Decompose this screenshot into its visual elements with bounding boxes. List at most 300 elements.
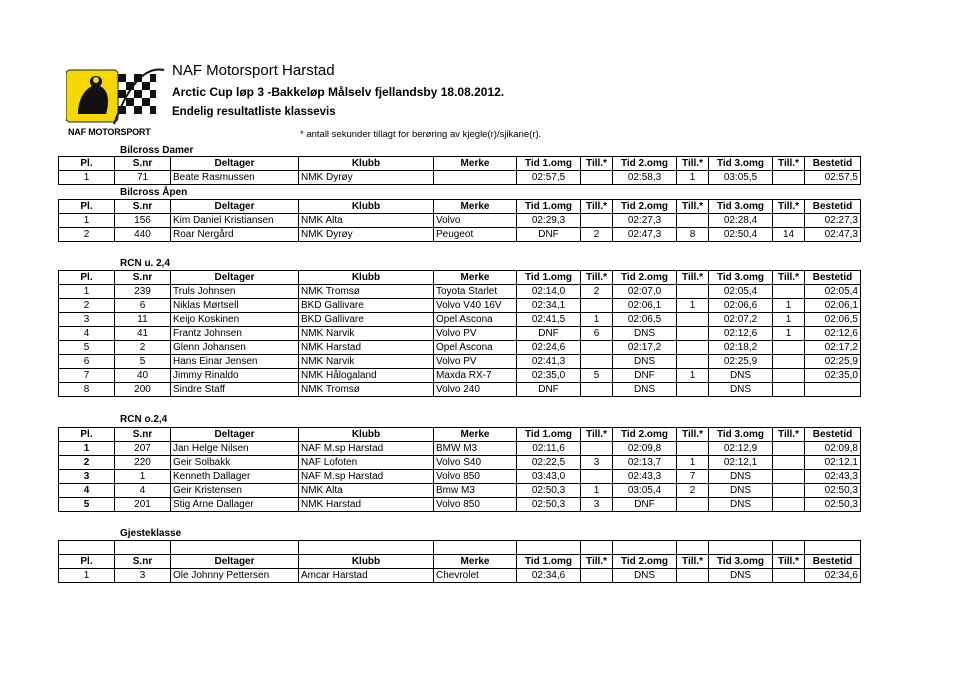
table-cell: NMK Narvik [299, 355, 434, 369]
table-cell: 02:50,3 [517, 498, 581, 512]
table-cell: NAF M.sp Harstad [299, 442, 434, 456]
column-header: S.nr [115, 428, 171, 442]
column-header: S.nr [115, 271, 171, 285]
column-header: Bestetid [805, 200, 861, 214]
table-cell: NMK Tromsø [299, 285, 434, 299]
column-header: Bestetid [805, 428, 861, 442]
table-cell: Roar Nergård [171, 228, 299, 242]
table-cell: 02:27,3 [805, 214, 861, 228]
column-header: Till.* [773, 157, 805, 171]
table-cell: 2 [59, 228, 115, 242]
table-row [59, 171, 861, 185]
column-header: Merke [434, 157, 517, 171]
column-header: Deltager [171, 555, 299, 569]
table-cell [773, 285, 805, 299]
table-cell: 11 [115, 313, 171, 327]
table-cell: 1 [115, 470, 171, 484]
blank-cell [581, 541, 613, 555]
table-cell: Stig Arne Dallager [171, 498, 299, 512]
column-header: Pl. [59, 271, 115, 285]
table-cell: 02:18,2 [709, 341, 773, 355]
column-header: Till.* [677, 271, 709, 285]
blank-row [59, 541, 861, 555]
table-row [59, 228, 861, 242]
table-cell: Bmw M3 [434, 484, 517, 498]
table-cell: 1 [677, 456, 709, 470]
table-cell [677, 313, 709, 327]
table-cell: 220 [115, 456, 171, 470]
table-cell [677, 285, 709, 299]
column-header: Till.* [677, 555, 709, 569]
table-cell [773, 442, 805, 456]
table-cell: 02:35,0 [517, 369, 581, 383]
header-row [59, 428, 861, 442]
table-cell: DNS [613, 327, 677, 341]
table-row [59, 214, 861, 228]
table-cell: DNF [613, 498, 677, 512]
table-cell [581, 341, 613, 355]
class-title: Bilcross Åpen [120, 187, 188, 198]
table-cell: Beate Rasmussen [171, 171, 299, 185]
table-row [59, 569, 861, 583]
table-cell: 440 [115, 228, 171, 242]
table-cell: 02:43,3 [805, 470, 861, 484]
column-header: Tid 1.omg [517, 200, 581, 214]
table-cell: Sindre Staff [171, 383, 299, 397]
column-header: Pl. [59, 555, 115, 569]
class-title: Bilcross Damer [120, 145, 194, 156]
table-cell: 02:24,6 [517, 341, 581, 355]
table-cell [581, 442, 613, 456]
table-cell: Volvo V40 16V [434, 299, 517, 313]
table-cell: Volvo 240 [434, 383, 517, 397]
column-header: Deltager [171, 271, 299, 285]
table-cell: Ole Johnny Pettersen [171, 569, 299, 583]
column-header: Till.* [677, 157, 709, 171]
table-row [59, 498, 861, 512]
table-cell: 02:22,5 [517, 456, 581, 470]
blank-cell [115, 541, 171, 555]
table-cell: 02:50,3 [805, 484, 861, 498]
table-cell: 3 [59, 470, 115, 484]
column-header: Deltager [171, 157, 299, 171]
column-header: Klubb [299, 428, 434, 442]
column-header: Tid 2.omg [613, 200, 677, 214]
table-cell [434, 171, 517, 185]
table-row [59, 484, 861, 498]
column-header: Till.* [581, 555, 613, 569]
table-cell [581, 171, 613, 185]
table-cell [773, 214, 805, 228]
table-cell [773, 383, 805, 397]
column-header: Bestetid [805, 271, 861, 285]
table-cell: 5 [581, 369, 613, 383]
table-cell: 1 [59, 171, 115, 185]
table-cell: DNF [517, 383, 581, 397]
column-header: Till.* [773, 428, 805, 442]
table-cell: 02:58,3 [613, 171, 677, 185]
penalty-note: * antall sekunder tillagt for berøring av kjegle(r)/sjikane(r). [300, 129, 542, 140]
table-cell: NMK Alta [299, 484, 434, 498]
table-cell: 8 [59, 383, 115, 397]
column-header: Tid 1.omg [517, 157, 581, 171]
table-cell: 2 [59, 456, 115, 470]
results-table [58, 427, 861, 512]
table-cell: 02:25,9 [709, 355, 773, 369]
table-cell: 02:29,3 [517, 214, 581, 228]
blank-cell [171, 541, 299, 555]
table-cell [773, 484, 805, 498]
column-header: Tid 1.omg [517, 555, 581, 569]
table-cell: NAF M.sp Harstad [299, 470, 434, 484]
table-cell [581, 383, 613, 397]
table-cell [677, 341, 709, 355]
column-header: S.nr [115, 555, 171, 569]
column-header: Bestetid [805, 555, 861, 569]
table-cell: 02:12,6 [709, 327, 773, 341]
column-header: Till.* [677, 428, 709, 442]
table-cell: 02:57,5 [805, 171, 861, 185]
table-cell: Kim Daniel Kristiansen [171, 214, 299, 228]
table-cell: 02:12,1 [709, 456, 773, 470]
table-cell [773, 569, 805, 583]
table-cell: 3 [581, 498, 613, 512]
table-cell [805, 383, 861, 397]
table-cell: DNS [709, 470, 773, 484]
table-cell [677, 383, 709, 397]
table-cell [677, 327, 709, 341]
column-header: Klubb [299, 200, 434, 214]
table-cell [677, 355, 709, 369]
table-cell: Volvo S40 [434, 456, 517, 470]
table-cell: 71 [115, 171, 171, 185]
table-cell: 3 [59, 313, 115, 327]
table-cell: Keijo Koskinen [171, 313, 299, 327]
table-cell: 200 [115, 383, 171, 397]
table-cell: Chevrolet [434, 569, 517, 583]
table-cell: Hans Einar Jensen [171, 355, 299, 369]
table-cell: 03:43,0 [517, 470, 581, 484]
table-cell: DNS [709, 383, 773, 397]
column-header: Till.* [677, 200, 709, 214]
table-cell: NMK Dyrøy [299, 171, 434, 185]
column-header: Tid 2.omg [613, 271, 677, 285]
table-cell: 03:05,5 [709, 171, 773, 185]
table-cell: NMK Tromsø [299, 383, 434, 397]
table-cell: 2 [581, 228, 613, 242]
table-cell: 3 [115, 569, 171, 583]
table-cell: 02:28,4 [709, 214, 773, 228]
table-cell: 5 [115, 355, 171, 369]
table-cell: 2 [581, 285, 613, 299]
table-cell: 02:05,4 [805, 285, 861, 299]
table-cell: 02:47,3 [805, 228, 861, 242]
table-row [59, 456, 861, 470]
blank-cell [434, 541, 517, 555]
table-cell: DNS [613, 355, 677, 369]
table-cell: DNS [613, 383, 677, 397]
table-cell: 40 [115, 369, 171, 383]
table-cell: 02:50,3 [517, 484, 581, 498]
table-cell [677, 214, 709, 228]
table-cell: 02:14,0 [517, 285, 581, 299]
table-cell: 3 [581, 456, 613, 470]
table-cell: 14 [773, 228, 805, 242]
table-cell: 1 [59, 569, 115, 583]
table-cell [773, 341, 805, 355]
table-cell [677, 442, 709, 456]
column-header: Tid 3.omg [709, 157, 773, 171]
table-row [59, 442, 861, 456]
results-table [58, 199, 861, 242]
table-cell: 02:12,1 [805, 456, 861, 470]
table-cell: 02:09,8 [613, 442, 677, 456]
table-cell [581, 299, 613, 313]
table-cell: Volvo 850 [434, 470, 517, 484]
table-cell: DNS [709, 484, 773, 498]
column-header: Tid 1.omg [517, 428, 581, 442]
logo-text: NAF MOTORSPORT [68, 127, 151, 137]
table-cell [773, 470, 805, 484]
page-title: NAF Motorsport Harstad [172, 62, 335, 79]
results-subtitle: Endelig resultatliste klassevis [172, 106, 336, 118]
table-cell: 7 [59, 369, 115, 383]
table-cell: 02:13,7 [613, 456, 677, 470]
table-cell: 1 [581, 484, 613, 498]
results-table [58, 156, 861, 185]
table-cell: Jan Helge Nilsen [171, 442, 299, 456]
table-cell: Geir Solbakk [171, 456, 299, 470]
table-cell: 02:17,2 [805, 341, 861, 355]
table-cell: 02:35,0 [805, 369, 861, 383]
table-cell: 02:06,1 [613, 299, 677, 313]
column-header: Tid 2.omg [613, 157, 677, 171]
table-cell [773, 498, 805, 512]
column-header: Tid 3.omg [709, 271, 773, 285]
table-cell: 41 [115, 327, 171, 341]
table-row [59, 341, 861, 355]
table-cell: 02:06,5 [805, 313, 861, 327]
table-cell: 201 [115, 498, 171, 512]
column-header: Bestetid [805, 157, 861, 171]
table-cell: 7 [677, 470, 709, 484]
column-header: Merke [434, 200, 517, 214]
results-table [58, 540, 861, 583]
column-header: Pl. [59, 428, 115, 442]
header-row [59, 555, 861, 569]
column-header: Tid 3.omg [709, 200, 773, 214]
class-title: Gjesteklasse [120, 528, 182, 539]
table-cell [773, 456, 805, 470]
blank-cell [773, 541, 805, 555]
table-cell: NMK Alta [299, 214, 434, 228]
table-cell: 02:41,5 [517, 313, 581, 327]
class-title: RCN u. 2,4 [120, 258, 171, 269]
table-cell [581, 214, 613, 228]
table-cell: 02:07,2 [709, 313, 773, 327]
column-header: Tid 2.omg [613, 555, 677, 569]
table-cell: 02:07,0 [613, 285, 677, 299]
table-cell: 5 [59, 341, 115, 355]
table-cell: Volvo 850 [434, 498, 517, 512]
table-cell: DNS [709, 369, 773, 383]
column-header: Pl. [59, 200, 115, 214]
table-cell: Geir Kristensen [171, 484, 299, 498]
table-cell: Kenneth Dallager [171, 470, 299, 484]
column-header: Till.* [773, 200, 805, 214]
table-row [59, 299, 861, 313]
blank-cell [517, 541, 581, 555]
blank-cell [613, 541, 677, 555]
column-header: Klubb [299, 157, 434, 171]
table-row [59, 383, 861, 397]
table-cell: 207 [115, 442, 171, 456]
column-header: S.nr [115, 200, 171, 214]
table-cell: BKD Gallivare [299, 299, 434, 313]
table-cell: 1 [677, 171, 709, 185]
column-header: Tid 3.omg [709, 555, 773, 569]
table-cell: 1 [677, 369, 709, 383]
table-cell: DNF [613, 369, 677, 383]
table-cell: Volvo [434, 214, 517, 228]
column-header: Till.* [773, 271, 805, 285]
table-cell: 4 [59, 484, 115, 498]
column-header: S.nr [115, 157, 171, 171]
table-row [59, 327, 861, 341]
header-row [59, 271, 861, 285]
table-row [59, 313, 861, 327]
table-cell: NMK Dyrøy [299, 228, 434, 242]
table-cell: NMK Harstad [299, 341, 434, 355]
table-cell: 6 [581, 327, 613, 341]
column-header: Tid 1.omg [517, 271, 581, 285]
table-row [59, 369, 861, 383]
header-row [59, 200, 861, 214]
table-cell: Niklas Mørtsell [171, 299, 299, 313]
header-row [59, 157, 861, 171]
table-cell [773, 355, 805, 369]
table-cell: 6 [115, 299, 171, 313]
column-header: Klubb [299, 271, 434, 285]
table-cell: 02:43,3 [613, 470, 677, 484]
column-header: Till.* [581, 271, 613, 285]
table-cell: 156 [115, 214, 171, 228]
table-cell: 02:12,9 [709, 442, 773, 456]
table-cell: BMW M3 [434, 442, 517, 456]
table-cell: 02:34,1 [517, 299, 581, 313]
table-cell: 1 [581, 313, 613, 327]
table-cell: 1 [677, 299, 709, 313]
results-table [58, 270, 861, 397]
table-cell: 02:25,9 [805, 355, 861, 369]
column-header: Merke [434, 271, 517, 285]
table-cell: Opel Ascona [434, 313, 517, 327]
column-header: Pl. [59, 157, 115, 171]
table-cell: 1 [59, 442, 115, 456]
table-cell: 02:06,6 [709, 299, 773, 313]
column-header: Till.* [581, 157, 613, 171]
table-cell: Volvo PV [434, 327, 517, 341]
table-cell: 02:47,3 [613, 228, 677, 242]
table-cell: Frantz Johnsen [171, 327, 299, 341]
table-cell: Toyota Starlet [434, 285, 517, 299]
table-cell: Opel Ascona [434, 341, 517, 355]
table-cell: DNS [709, 569, 773, 583]
table-cell: 1 [59, 285, 115, 299]
table-cell: 5 [59, 498, 115, 512]
column-header: Klubb [299, 555, 434, 569]
table-cell: 1 [59, 214, 115, 228]
column-header: Till.* [581, 428, 613, 442]
table-cell: BKD Gallivare [299, 313, 434, 327]
table-cell: DNF [517, 327, 581, 341]
table-cell: Volvo PV [434, 355, 517, 369]
class-title: RCN o.2,4 [120, 414, 168, 425]
table-cell: 02:27,3 [613, 214, 677, 228]
blank-cell [677, 541, 709, 555]
table-cell: DNF [517, 228, 581, 242]
table-cell: NAF Lofoten [299, 456, 434, 470]
column-header: Tid 2.omg [613, 428, 677, 442]
table-cell [677, 498, 709, 512]
table-cell: 2 [59, 299, 115, 313]
table-cell [677, 569, 709, 583]
table-cell: 02:06,1 [805, 299, 861, 313]
event-subtitle: Arctic Cup løp 3 -Bakkeløp Målselv fjellandsby 18.08.2012. [172, 85, 505, 99]
table-cell: 6 [59, 355, 115, 369]
table-cell: 1 [773, 313, 805, 327]
table-cell: Glenn Johansen [171, 341, 299, 355]
column-header: Deltager [171, 200, 299, 214]
table-cell: 1 [773, 299, 805, 313]
table-cell: DNS [613, 569, 677, 583]
table-cell [581, 355, 613, 369]
table-cell: 2 [115, 341, 171, 355]
table-cell: 4 [59, 327, 115, 341]
table-cell: Jimmy Rinaldo [171, 369, 299, 383]
blank-cell [59, 541, 115, 555]
column-header: Till.* [581, 200, 613, 214]
table-cell: 02:41,3 [517, 355, 581, 369]
table-cell [581, 470, 613, 484]
table-cell: 02:05,4 [709, 285, 773, 299]
table-row [59, 285, 861, 299]
table-cell: Peugeot [434, 228, 517, 242]
column-header: Till.* [773, 555, 805, 569]
table-cell: 03:05,4 [613, 484, 677, 498]
table-cell: NMK Harstad [299, 498, 434, 512]
table-cell [773, 171, 805, 185]
table-cell: Maxda RX-7 [434, 369, 517, 383]
table-cell: 239 [115, 285, 171, 299]
table-cell: 02:06,5 [613, 313, 677, 327]
table-cell: 02:17,2 [613, 341, 677, 355]
table-cell: 02:34,6 [517, 569, 581, 583]
table-cell: 4 [115, 484, 171, 498]
table-cell: DNS [709, 498, 773, 512]
blank-cell [299, 541, 434, 555]
blank-cell [709, 541, 773, 555]
table-cell: 02:50,3 [805, 498, 861, 512]
table-row [59, 470, 861, 484]
table-cell: NMK Hålogaland [299, 369, 434, 383]
table-cell: 02:12,6 [805, 327, 861, 341]
table-cell: 02:34,6 [805, 569, 861, 583]
table-cell: Amcar Harstad [299, 569, 434, 583]
table-cell [581, 569, 613, 583]
column-header: Tid 3.omg [709, 428, 773, 442]
table-cell: 2 [677, 484, 709, 498]
